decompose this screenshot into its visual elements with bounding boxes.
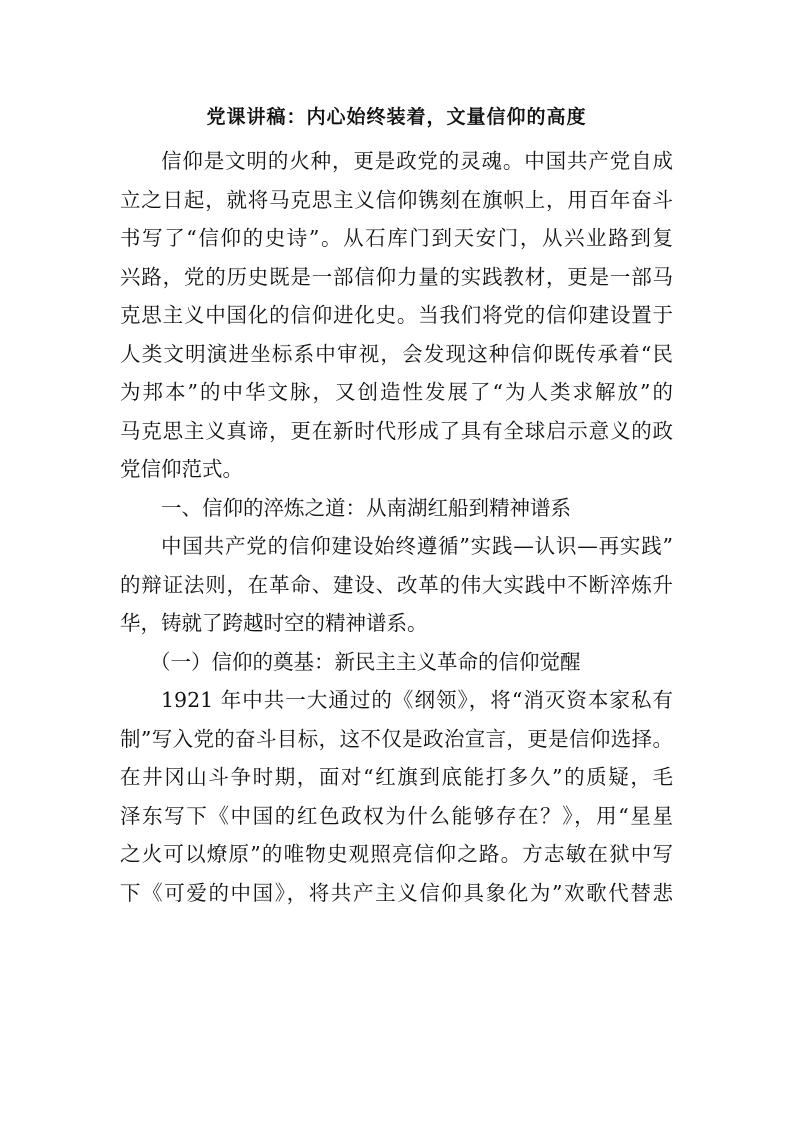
text-line: 党信仰范式。 [120, 457, 243, 481]
text-line: 泽东写下《中国的红色政权为什么能够存在？》，用“星星 [120, 803, 673, 828]
text-line: 克思主义中国化的信仰进化史。当我们将党的信仰建设置于 [120, 303, 673, 327]
heading-line: （一）信仰的奠基：新民主主义革命的信仰觉醒 [150, 649, 581, 674]
heading-line: 一、信仰的淬炼之道：从南湖红船到精神谱系 [161, 495, 571, 520]
subsection-heading [120, 643, 673, 682]
section-heading [120, 489, 673, 528]
text-line: 1921 年中共一大通过的《纲领》，将“消灭资本家私有 [161, 688, 673, 712]
text-line: 中国共产党的信仰建设始终遵循”实践—认识—再实践” [161, 534, 673, 558]
paragraph [120, 681, 673, 912]
text-line: 书写了“信仰的史诗”。从石库门到天安门，从兴业路到复 [120, 226, 673, 250]
text-line: 制”写入党的奋斗目标，这不仅是政治宣言，更是信仰选择。 [120, 726, 673, 751]
text-line: 立之日起，就将马克思主义信仰镌刻在旗帜上，用百年奋斗 [120, 187, 673, 212]
paragraph [120, 527, 673, 643]
document-body [120, 142, 673, 912]
document-title: 党课讲稿：内心始终装着，文量信仰的高度 [206, 106, 587, 128]
text-line: 兴路，党的历史既是一部信仰力量的实践教材，更是一部马 [120, 264, 673, 289]
text-line: 信仰是文明的火种，更是政党的灵魂。中国共产党自成 [161, 149, 673, 173]
text-line: 华，铸就了跨越时空的精神谱系。 [120, 611, 428, 635]
paragraph [120, 142, 673, 489]
text-line: 人类文明演进坐标系中审视，会发现这种信仰既传承着“民 [120, 341, 673, 366]
text-line: 之火可以燎原”的唯物史观照亮信仰之路。方志敏在狱中写 [120, 842, 673, 866]
text-line: 在井冈山斗争时期，面对“红旗到底能打多久”的质疑，毛 [120, 765, 673, 789]
text-line: 马克思主义真谛，更在新时代形成了具有全球启示意义的政 [120, 418, 673, 443]
text-line: 下《可爱的中国》，将共产主义信仰具象化为”欢歌代替悲 [120, 880, 673, 905]
text-line: 为邦本”的中华文脉，又创造性发展了“为人类求解放”的 [120, 380, 673, 404]
text-line: 的辩证法则，在革命、建设、改革的伟大实践中不断淬炼升 [120, 572, 673, 597]
